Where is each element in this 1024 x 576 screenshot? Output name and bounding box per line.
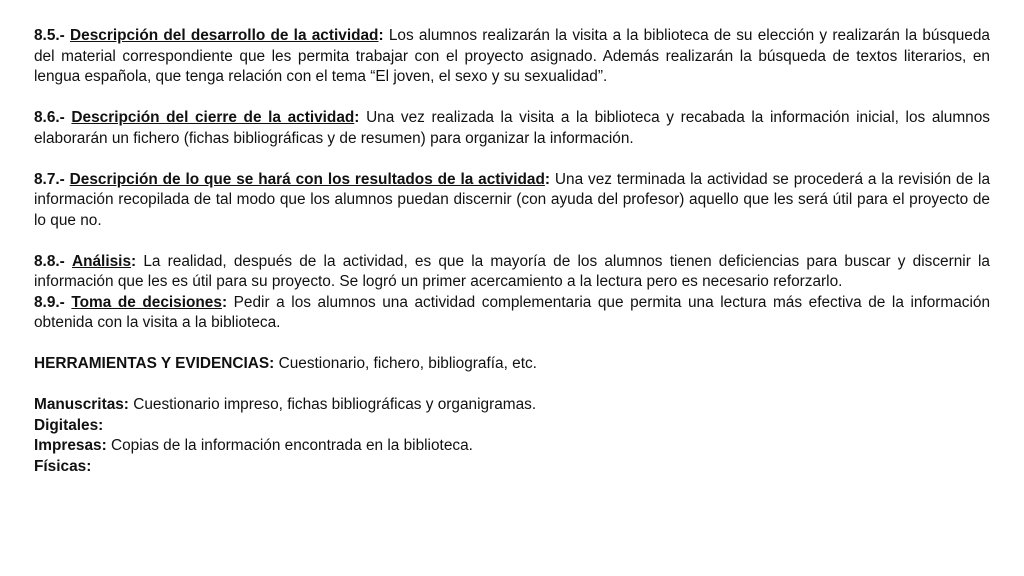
tools-heading: HERRAMIENTAS Y EVIDENCIAS: — [34, 355, 275, 372]
section-text: La realidad, después de la actividad, es que la mayoría de los alumnos tienen deficiencias para buscar y discernir la información que les es útil para su proyecto. Se logró un primer acercamiento a la lectura pero es necesario reforzarlo. — [34, 252, 990, 290]
section-8-5: 8.5.- Descripción del desarrollo de la actividad: Los alumnos realizarán la visita a la biblioteca de su elección y realizarán la búsqueda del material correspondiente que les permita trabajar con el proyecto asignado. Además realizarán la búsqueda de textos literarios, en lengua española, que tenga relación con el tema “El joven, el sexo y su sexualidad”. — [34, 27, 990, 85]
evidence-text: Copias de la información encontrada en la biblioteca. — [111, 437, 473, 454]
evidence-fisicas — [34, 457, 990, 478]
section-8-9: 8.9.- Toma de decisiones: Pedir a los alumnos una actividad complementaria que permita una lectura más efectiva de la información obtenida con la visita a la biblioteca. — [34, 293, 991, 331]
section-8-6: 8.6.- Descripción del cierre de la actividad: Una vez realizada la visita a la biblioteca y recabada la información inicial, los alumnos elaborarán un fichero (fichas bibliográficas y de resumen) para organizar la información. — [34, 109, 990, 147]
section-number: 8.7.- — [34, 170, 65, 188]
section-number: 8.5.- — [34, 27, 65, 44]
section-text: Una vez realizada la visita a la biblioteca y recabada la información inicial, los alumnos elaborarán un fichero (fichas bibliográficas y de resumen) para organizar la información. — [34, 109, 990, 147]
section-number: 8.9.- — [34, 293, 65, 311]
section-label: Descripción de lo que se hará con los resultados de la actividad — [69, 170, 545, 188]
section-text: Pedir a los alumnos una actividad complementaria que permita una lectura más efectiva de la información obtenida con la visita a la biblioteca. — [34, 293, 991, 331]
section-number: 8.6.- — [34, 109, 65, 126]
evidence-manuscritas — [34, 395, 990, 416]
tools-line — [34, 354, 990, 375]
section-text: Una vez terminada la actividad se procederá a la revisión de la información recopilada de tal modo que los alumnos puedan discernir (con ayuda del profesor) aquello que les será útil para el proyecto de lo que no. — [34, 170, 991, 229]
evidence-label: Digitales: — [34, 416, 104, 434]
section-number: 8.8.- — [34, 252, 65, 270]
evidence-label: Físicas: — [34, 457, 92, 475]
evidence-label: Manuscritas: — [34, 396, 129, 413]
tools-text: Cuestionario, fichero, bibliografía, etc. — [278, 355, 537, 372]
section-label: Análisis — [71, 252, 132, 270]
section-8-7: 8.7.- Descripción de lo que se hará con los resultados de la actividad: Una vez terminada la actividad se procederá a la revisión de la información recopilada de tal modo que los alumnos puedan discernir (con ayuda del profesor) aquello que les será útil para el proyecto de lo que no. — [34, 170, 991, 229]
section-label: Toma de decisiones — [71, 293, 222, 311]
document-page — [34, 26, 990, 477]
evidence-label: Impresas: — [34, 437, 107, 454]
evidence-text: Cuestionario impreso, fichas bibliográficas y organigramas. — [133, 396, 537, 413]
evidence-impresas — [34, 436, 990, 457]
section-8-8: 8.8.- Análisis: La realidad, después de la actividad, es que la mayoría de los alumnos tienen deficiencias para buscar y discernir la información que les es útil para su proyecto. Se logró un primer acercamiento a la lectura pero es necesario reforzarlo. — [34, 252, 990, 290]
section-text: Los alumnos realizarán la visita a la biblioteca de su elección y realizarán la búsqueda del material correspondiente que les permita trabajar con el proyecto asignado. Además realizarán la búsqueda de textos literarios, en lengua española, que tenga relación con el tema “El joven, el sexo y su sexualidad”. — [34, 27, 990, 85]
section-label: Descripción del cierre de la actividad — [71, 109, 355, 126]
evidence-digitales — [34, 416, 990, 437]
section-label: Descripción del desarrollo de la actividad — [70, 27, 379, 44]
